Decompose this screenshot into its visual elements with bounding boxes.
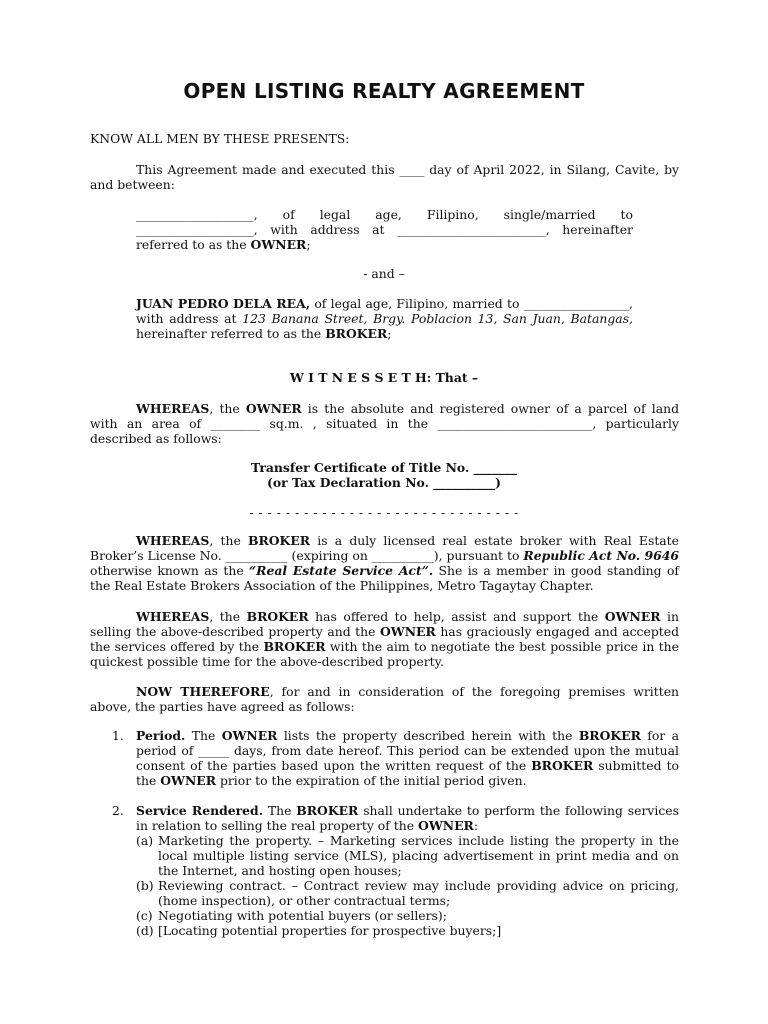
service-item-d	[136, 923, 679, 938]
item-2-number: 2.	[112, 803, 124, 818]
whereas-keyword: WHEREAS	[136, 533, 210, 548]
broker-address-label: with address at	[136, 311, 243, 326]
text-run: has graciously engaged and accepted the services offered by the	[90, 624, 679, 654]
broker-line-1	[136, 296, 633, 311]
broker-line-2	[136, 311, 633, 326]
section-divider: - - - - - - - - - - - - - - - - - - - - - - - - - - - - - -	[249, 505, 519, 520]
broker-details: of legal age, Filipino, married to _________________,	[310, 296, 633, 311]
text-run: , the	[209, 533, 248, 548]
broker-term: BROKER	[247, 533, 311, 548]
text-run: otherwise known as the	[90, 563, 250, 578]
list-text: [Locating potential properties for prospective buyers;]	[158, 923, 502, 938]
item-2-services	[136, 803, 679, 938]
list-text: Marketing the property. – Marketing services include listing the property in the local multiple listing service (MLS), placing advertisement in print media and on the Internet, and hosting open houses;	[158, 833, 679, 878]
text-run: The	[263, 803, 297, 818]
witnesseth-heading: W I T N E S S E T H: That –	[289, 370, 479, 385]
owner-term: OWNER	[380, 624, 436, 639]
text-run: , the	[209, 609, 247, 624]
service-item-c	[136, 908, 679, 923]
broker-ref-text: hereinafter referred to as the	[136, 326, 326, 341]
text-run: , for and in consideration of the foregoing premises written above, the parties have agreed as follows:	[90, 684, 680, 714]
tct-line: Transfer Certificate of Title No. _______	[251, 460, 517, 475]
broker-line-3	[136, 326, 633, 341]
owner-block	[136, 207, 633, 252]
owner-term: OWNER	[160, 773, 217, 788]
list-label: (d)	[136, 923, 154, 938]
broker-term: BROKER	[246, 609, 309, 624]
list-text: Reviewing contract. – Contract review may include providing advice on pricing, (home inspection), or other contractual terms;	[158, 878, 679, 908]
broker-term: BROKER	[578, 728, 641, 743]
item-1-period	[136, 728, 679, 788]
service-item-b	[136, 878, 679, 908]
owner-term: OWNER	[221, 728, 278, 743]
whereas-broker-paragraph	[90, 533, 679, 593]
now-therefore-keyword: NOW THEREFORE	[136, 684, 270, 699]
and-separator: - and –	[363, 266, 405, 281]
broker-term: BROKER	[325, 326, 388, 341]
text-run: has offered to help, assist and support the	[308, 609, 605, 624]
whereas-keyword: WHEREAS	[136, 609, 210, 624]
now-therefore-paragraph	[90, 684, 679, 714]
document-title: OPEN LISTING REALTY AGREEMENT	[183, 79, 585, 103]
text-run: The	[185, 728, 222, 743]
list-label: (a)	[136, 833, 154, 848]
tax-declaration-line: (or Tax Declaration No. __________)	[266, 475, 502, 490]
period-heading: Period.	[136, 728, 186, 743]
broker-term: BROKER	[296, 803, 359, 818]
owner-term: OWNER	[245, 401, 302, 416]
text-run: prior to the expiration of the initial period given.	[216, 773, 527, 788]
item-1-number: 1.	[112, 728, 124, 743]
owner-line-1: ___________________, of legal age, Filipino, single/married to	[136, 207, 633, 222]
resa-ref: “Real Estate Service Act”.	[249, 563, 434, 578]
text-run: :	[473, 818, 478, 833]
owner-line-2	[136, 222, 633, 237]
text-run: lists the property described herein with the	[277, 728, 579, 743]
broker-address: 123 Banana Street, Brgy. Poblacion 13, San Juan, Batangas,	[242, 311, 633, 326]
broker-term: BROKER	[263, 639, 326, 654]
broker-name: JUAN PEDRO DELA REA,	[136, 296, 311, 311]
text-run: submitted to the	[136, 758, 680, 788]
text-run: She is a member in good standing of the Real Estate Brokers Association of the Philippines, Metro Tagaytay Chapter.	[90, 563, 679, 593]
broker-block	[136, 296, 633, 341]
broker-ref-end: ;	[387, 326, 392, 341]
owner-address-label: ___________________, with address at	[136, 222, 398, 237]
text-run: shall undertake to perform the following services in relation to selling the real property of the	[136, 803, 679, 833]
list-text: Negotiating with potential buyers (or sellers);	[158, 908, 447, 923]
text-run: for a period of _____ days, from date hereof. This period can be extended upon the mutual consent of the parties based upon the written request of the	[136, 728, 679, 773]
owner-address-blank: ________________________, hereinafter	[397, 222, 633, 237]
tct-block	[0, 460, 768, 490]
text-run: is the absolute and registered owner of a parcel of land with an area of ________ sq.m. , situated in the _________________________, particularly described as follows:	[90, 401, 679, 446]
text-run: is a duly licensed real estate broker with Real Estate Broker’s License No. __________ (expiring on __________), pursuant to	[90, 533, 679, 563]
service-item-a	[136, 833, 679, 878]
whereas-keyword: WHEREAS	[136, 401, 210, 416]
owner-line-3	[136, 237, 633, 252]
broker-term: BROKER	[531, 758, 594, 773]
text-run: , the	[209, 401, 246, 416]
owner-term: OWNER	[604, 609, 661, 624]
owner-term: OWNER	[418, 818, 474, 833]
text-run: with the aim to negotiate the best possible price in the quickest possible time for the above-described property.	[90, 639, 679, 669]
whereas-owner-paragraph	[90, 401, 679, 446]
text-run: in selling the above-described property and the	[90, 609, 679, 639]
service-rendered-heading: Service Rendered.	[136, 803, 264, 818]
intro-paragraph: This Agreement made and executed this ____ day of April 2022, in Silang, Cavite, by and between:	[90, 162, 679, 192]
owner-ref-text: referred to as the	[136, 237, 251, 252]
republic-act-ref: Republic Act No. 9646	[523, 548, 679, 563]
services-intro	[136, 803, 679, 833]
list-label: (b)	[136, 878, 154, 893]
owner-ref-end: ;	[306, 237, 311, 252]
preamble: KNOW ALL MEN BY THESE PRESENTS:	[90, 131, 350, 146]
whereas-engagement-paragraph	[90, 609, 679, 669]
owner-term: OWNER	[250, 237, 307, 252]
list-label: (c)	[136, 908, 153, 923]
